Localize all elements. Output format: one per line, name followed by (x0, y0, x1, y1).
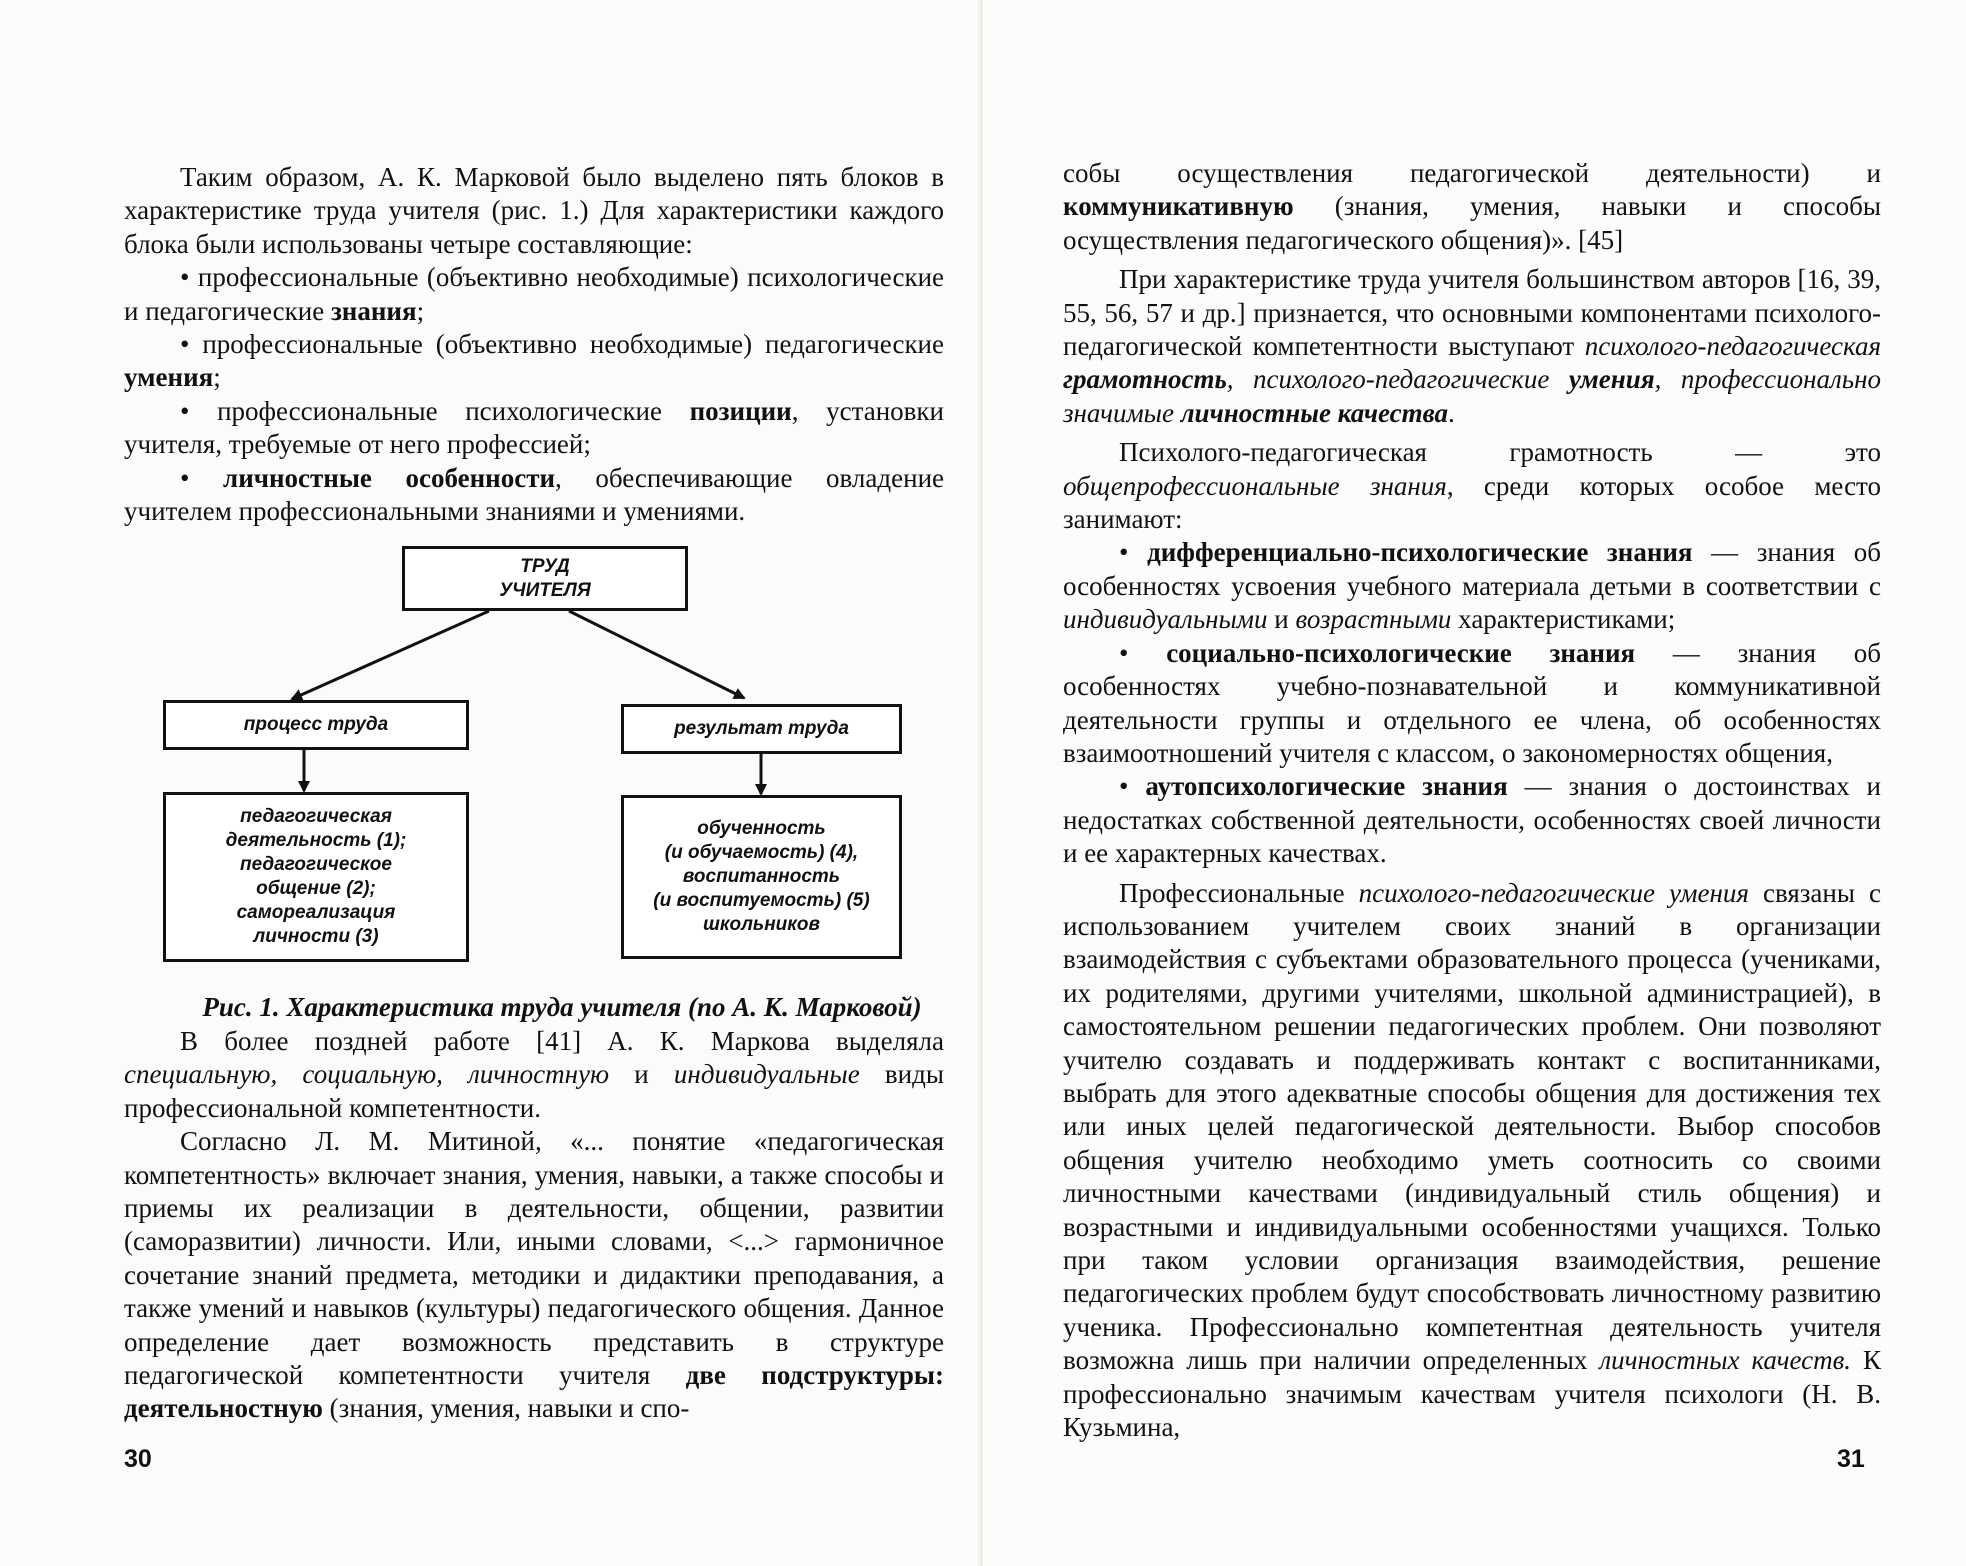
paragraph-professional-skills: Профессиональные психолого-педагогические умения связаны с использованием учителем своих знаний в организации взаимодействия с субъектами образовательного процесса (учениками, их родителями, другими учителями, школьной администрацией), в самостоятельном решении педагогических проблем. Они позволяют учителю создавать и поддерживать контакт с воспитанниками, выбрать для этого адекватные способы общения для достижения тех или иных целей педагогической деятельности. Выбор способов общения учителю необходимо уметь соотносить со своими личностными качествами (индивидуальный стиль общения) и возрастными и индивидуальными особенностями учащихся. Только при таком условии организация взаимодействия, решение педагогических проблем будут способствовать личностному развитию ученика. Профессионально компетентная деятельность учителя возможна лишь при наличии определенных личностных качеств. К профессионально значимым качествам учителя психологи (Н. В. Кузьмина, (1063, 877, 1881, 1443)
box-process-detail: педагогическая деятельность (1); педагогическое общение (2); самореализация личности (3) (163, 792, 469, 962)
bullet-social-knowledge: • социально-психологические знания — знания об особенностях учебно-познавательной и коммуникативной деятельности группы и отдельного ее члена, об особенностях взаимоотношений учителя с классом, о закономерностях общения, (1063, 637, 1881, 768)
paragraph-markova-types: В более поздней работе [41] А. К. Маркова выделяла специальную, социальную, личностную и индивидуальные виды профессиональной компетентности. (124, 1025, 944, 1123)
bullet-differential-knowledge: • дифференциально-психологические знания — знания об особенностях усвоения учебного материала детьми в соответствии с индивидуальными и возрастными характеристиками; (1063, 537, 1882, 635)
bullet-skills: • профессиональные (объективно необходимые) педагогические умения; (124, 329, 944, 393)
paragraph-mitina-quote: Согласно Л. М. Митиной, «... понятие «педагогическая компетентность» включает знания, умения, навыки, а также способы и приемы их реализации в деятельности, общении, развитии (саморазвитии) личности. Или, иными словами, <...> гармоничное сочетание знаний предмета, методики и дидактики преподавания, а также умений и навыков (культуры) педагогического общения. Данное определение дает возможность представить в структуре педагогической компетентности учителя две подструктуры: деятельностную (знания, умения, навыки и спо- (124, 1126, 944, 1424)
figure-teacher-work-diagram (124, 546, 944, 991)
box-teacher-work: ТРУД УЧИТЕЛЯ (402, 546, 688, 611)
arrow-top-to-result (569, 611, 744, 698)
bullet-positions: • профессиональные психологические позиции, установки учителя, требуемые от него профессией; (124, 395, 944, 460)
bullet-personal-traits: • личностные особенности, обеспечивающие овладение учителем профессиональными знаниями и умениями. (124, 462, 944, 527)
paragraph-intro: Таким образом, А. К. Марковой было выделено пять блоков в характеристике труда учителя (рис. 1.) Для характеристики каждого блока были использованы четыре составляющие: (124, 162, 944, 259)
figure-caption: Рис. 1. Характеристика труда учителя (по А. К. Марковой) (202, 992, 922, 1023)
left-column (124, 161, 944, 1426)
bullet-autopsych-knowledge: • аутопсихологические знания — знания о достоинствах и недостатках собственной деятельности, особенностях своей личности и ее характерных качествах. (1063, 771, 1882, 869)
paragraph-literacy: Психолого-педагогическая грамотность — это общепрофессиональные знания, среди которых особое место занимают: (1063, 437, 1881, 535)
paragraph-continuation: собы осуществления педагогической деятельности) и коммуникативную (знания, умения, навыки и способы осуществления педагогического общения)». [45] (1063, 158, 1881, 255)
paragraph-components: При характеристике труда учителя большинством авторов [16, 39, 55, 56, 57 и др.] признается, что основными компонентами психолого-педагогической компетентности выступают психолого-педагогическая грамотность, психолого-педагогические умения, профессионально значимые личностные качества. (1063, 264, 1881, 428)
right-page (983, 0, 1966, 1566)
page-number-right: 31 (1837, 1445, 1865, 1473)
right-column (1063, 157, 1881, 1444)
box-result-detail: обученность (и обучаемость) (4), воспитанность (и воспитуемость) (5) школьников (621, 795, 902, 959)
bullet-knowledge: • профессиональные (объективно необходимые) психологические и педагогические знания; (124, 262, 944, 326)
box-work-result: результат труда (621, 704, 902, 754)
arrow-top-to-process (292, 611, 489, 699)
box-work-process: процесс труда (163, 700, 469, 750)
page-number-left: 30 (124, 1445, 152, 1473)
